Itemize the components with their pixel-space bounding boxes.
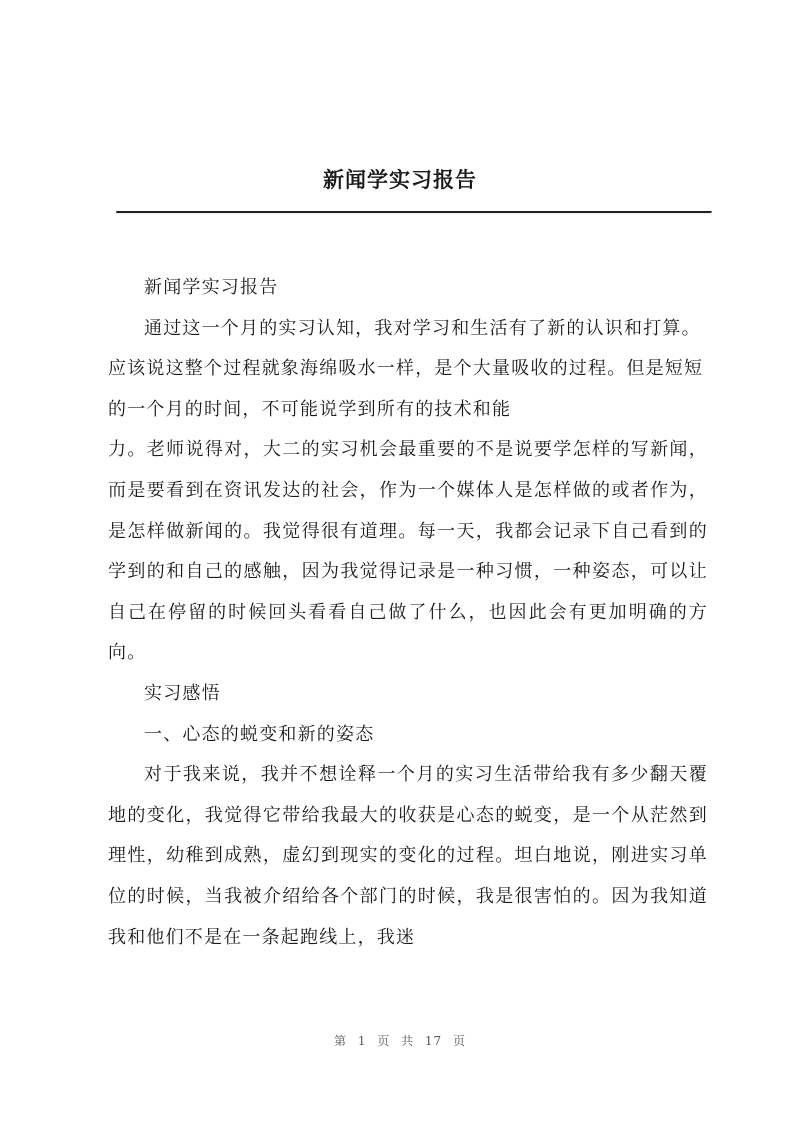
body-paragraph: 力。老师说得对，大二的实习机会最重要的不是说要学怎样的写新闻，而是要看到在资讯发达的社会，作为一个媒体人是怎样做的或者作为，是怎样做新闻的。我觉得很有道理。每一天，我都会记录下自己看到的学到的和自己的感触，因为我觉得记录是一种习惯，一种姿态，可以让自己在停留的时候回头看看自己做了什么，也因此会有更加明确的方向。 <box>108 439 708 664</box>
page-footer: 第 1 页 共 17 页 <box>334 1034 466 1048</box>
body-paragraph: 通过这一个月的实习认知，我对学习和生活有了新的认识和打算。应该说这整个过程就象海绵吸水一样，是个大量吸收的过程。但是短短的一个月的时间，不可能说学到所有的技术和能 <box>108 317 704 420</box>
body-paragraph-heading: 新闻学实习报告 <box>144 277 279 298</box>
body-paragraph: 对于我来说，我并不想诠释一个月的实习生活带给我有多少翻天覆地的变化，我觉得它带给我最大的收获是心态的蜕变，是一个从茫然到理性，幼稚到成熟，虚幻到现实的变化的过程。坦白地说，刚进实习单位的时候，当我被介绍给各个部门的时候，我是很害怕的。因为我知道我和他们不是在一条起跑线上，我迷 <box>108 764 708 948</box>
document-title: 新闻学实习报告 <box>323 167 477 192</box>
subsection-heading: 一、心态的蜕变和新的姿态 <box>144 723 375 745</box>
title-divider <box>116 211 712 214</box>
document-body <box>108 268 708 958</box>
section-heading: 实习感悟 <box>144 682 221 704</box>
